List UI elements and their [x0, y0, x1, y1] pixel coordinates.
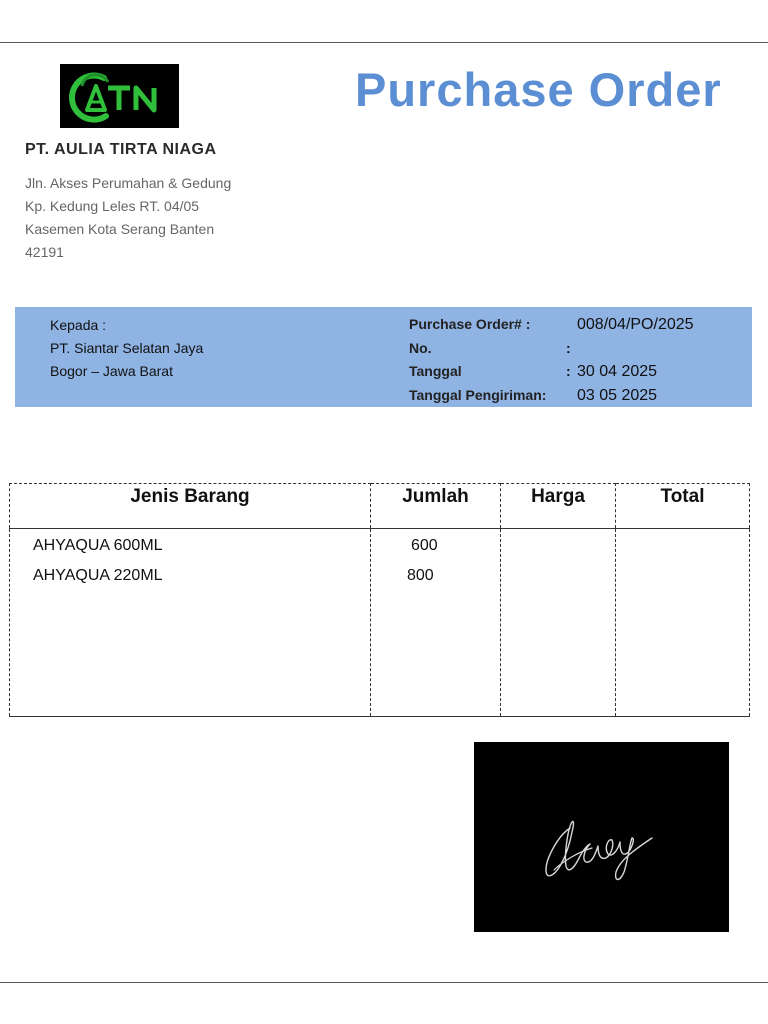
order-info-labels [409, 313, 546, 407]
company-logo [60, 64, 179, 128]
company-address [25, 172, 231, 264]
quantity-column [371, 529, 501, 717]
date-label: Tanggal [409, 363, 462, 379]
signature-image [474, 742, 729, 932]
header-quantity: Jumlah [371, 484, 501, 529]
order-info-values [551, 313, 694, 407]
total-column [616, 529, 750, 717]
delivery-date-value: 03 05 2025 [577, 386, 658, 404]
table-row-total [616, 559, 749, 589]
bottom-divider [0, 982, 768, 983]
table-row-item: AHYAQUA 220ML [33, 567, 163, 584]
table-row-price [501, 559, 615, 589]
date-row [551, 360, 694, 384]
top-divider [0, 42, 768, 43]
date-colon: : [566, 363, 571, 379]
no-colon: : [566, 339, 571, 356]
document-title: Purchase Order [355, 63, 722, 116]
company-name: PT. AULIA TIRTA NIAGA [25, 141, 217, 158]
table-header-row [10, 484, 750, 529]
signature-icon [474, 742, 729, 932]
address-line: 42191 [25, 244, 64, 260]
recipient-block [50, 314, 203, 383]
table-row-qty: 600 [411, 537, 438, 554]
no-label: No. [409, 339, 432, 356]
table-row-qty: 800 [407, 567, 434, 584]
order-info-band [15, 307, 752, 407]
no-row [551, 337, 694, 361]
item-name-column [10, 529, 371, 717]
delivery-date-label: Tanggal Pengiriman: [409, 386, 547, 403]
po-number-label: Purchase Order# : [409, 316, 531, 332]
recipient-location: Bogor – Jawa Barat [50, 363, 173, 379]
recipient-label: Kepada : [50, 317, 107, 333]
header-item-name: Jenis Barang [10, 484, 371, 529]
table-row-price [501, 529, 615, 559]
address-line: Kp. Kedung Leles RT. 04/05 [25, 198, 200, 214]
items-table [9, 483, 750, 717]
recipient-name: PT. Siantar Selatan Jaya [50, 340, 204, 356]
address-line: Jln. Akses Perumahan & Gedung [25, 175, 232, 191]
header-price: Harga [501, 484, 616, 529]
table-row-total [616, 529, 749, 559]
table-row-item: AHYAQUA 600ML [33, 537, 163, 554]
price-column [501, 529, 616, 717]
address-line: Kasemen Kota Serang Banten [25, 221, 215, 237]
po-number-value: 008/04/PO/2025 [577, 316, 694, 333]
table-body-row [10, 529, 750, 717]
date-value: 30 04 2025 [577, 363, 658, 380]
atn-logo-icon [60, 64, 179, 128]
header-total: Total [616, 484, 750, 529]
